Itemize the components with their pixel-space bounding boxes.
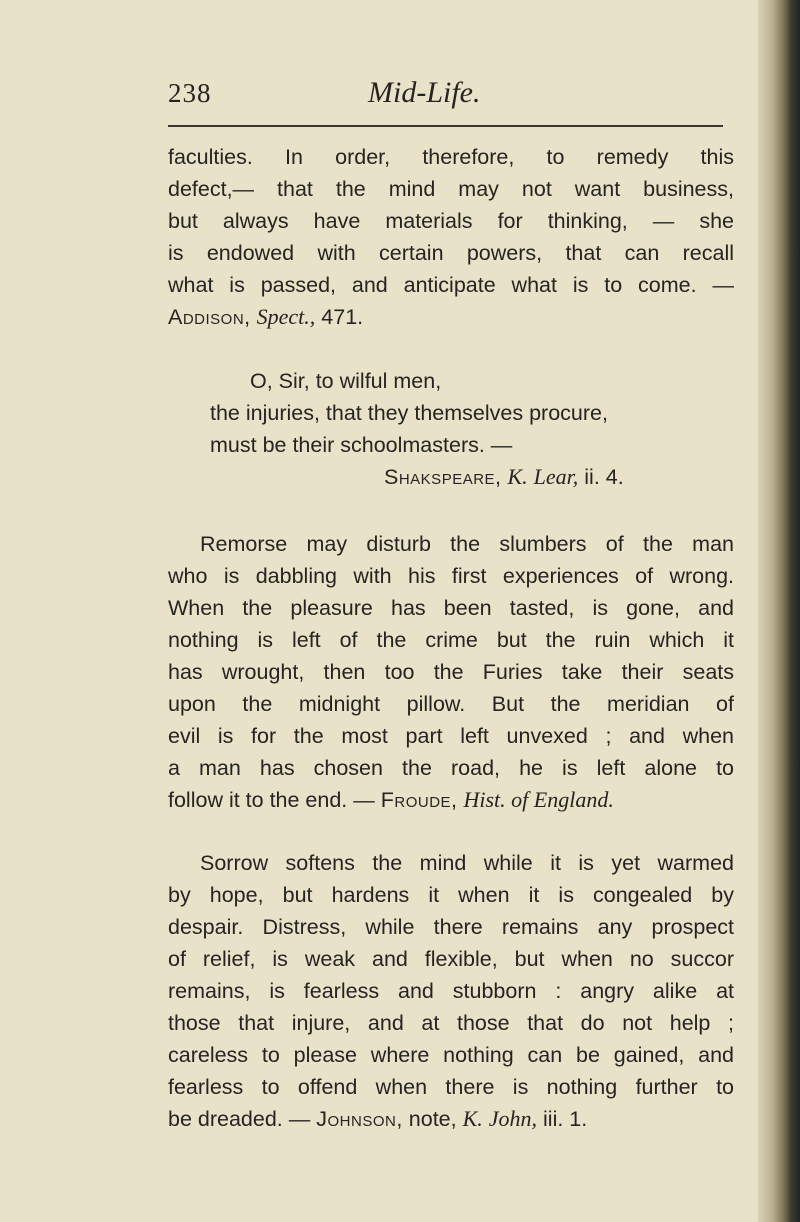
citation-author: Johnson, [316,1107,403,1131]
text-line: fearless to offend when there is nothing further to [168,1075,734,1099]
quote-froude [168,528,734,816]
citation-ref: ii. 4. [584,465,624,489]
text-line: of relief, is weak and flexible, but when no succor [168,947,734,971]
citation-work: Hist. of England. [463,787,614,812]
running-title: Mid-Life. [368,76,481,109]
verse-line: must be their schoolmasters. — [210,433,513,457]
citation-line [168,301,734,333]
citation-line [168,784,734,816]
citation-note: note, [408,1107,457,1131]
text-line: despair. Distress, while there remains any prospect [168,915,734,939]
citation-author: Froude, [380,788,458,812]
text-line: evil is for the most part left unvexed ; and when [168,724,734,748]
text-line: is endowed with certain powers, that can recall [168,241,734,265]
verse-line: the injuries, that they themselves procure, [210,401,608,425]
citation-ref: 471. [321,305,364,329]
citation-ref: iii. 1. [543,1107,588,1131]
citation-line [168,461,734,493]
text-line: Sorrow softens the mind while it is yet warmed [200,851,734,875]
text-line-end: follow it to the end. — [168,788,375,812]
citation-work: Spect., [256,304,316,329]
quote-shakspeare [168,365,734,493]
text-line: careless to please where nothing can be gained, and [168,1043,734,1067]
citation-author: Addison, [168,305,251,329]
page-edge-shadow [758,0,800,1222]
text-line: Remorse may disturb the slumbers of the man [200,532,734,556]
text-line: a man has chosen the road, he is left alone to [168,756,734,780]
text-line: what is passed, and anticipate what is to come. — [168,273,734,297]
text-line: faculties. In order, therefore, to remedy this [168,145,734,169]
citation-author: Shakspeare, [384,465,502,489]
text-line: but always have materials for thinking, — she [168,209,734,233]
text-line: has wrought, then too the Furies take their seats [168,660,734,684]
verse-line: O, Sir, to wilful men, [250,369,442,393]
text-line: by hope, but hardens it when it is congealed by [168,883,734,907]
text-line: nothing is left of the crime but the ruin which it [168,628,734,652]
citation-work-k: K. [462,1106,483,1131]
header-rule [168,125,723,127]
text-line: remains, is fearless and stubborn : angry alike at [168,979,734,1003]
quote-addison [168,141,734,333]
citation-line [168,1103,734,1135]
text-line: who is dabbling with his first experiences of wrong. [168,564,734,588]
citation-work-k: K. [507,464,528,489]
text-line-end: be dreaded. — [168,1107,311,1131]
text-line: defect,— that the mind may not want business, [168,177,734,201]
quote-johnson [168,847,734,1135]
page-number: 238 [168,78,212,108]
citation-work: John, [488,1106,538,1131]
text-line: those that injure, and at those that do not help ; [168,1011,734,1035]
page-header [168,78,728,126]
text-line: When the pleasure has been tasted, is gone, and [168,596,734,620]
citation-work: Lear, [533,464,579,489]
text-line: upon the midnight pillow. But the meridian of [168,692,734,716]
